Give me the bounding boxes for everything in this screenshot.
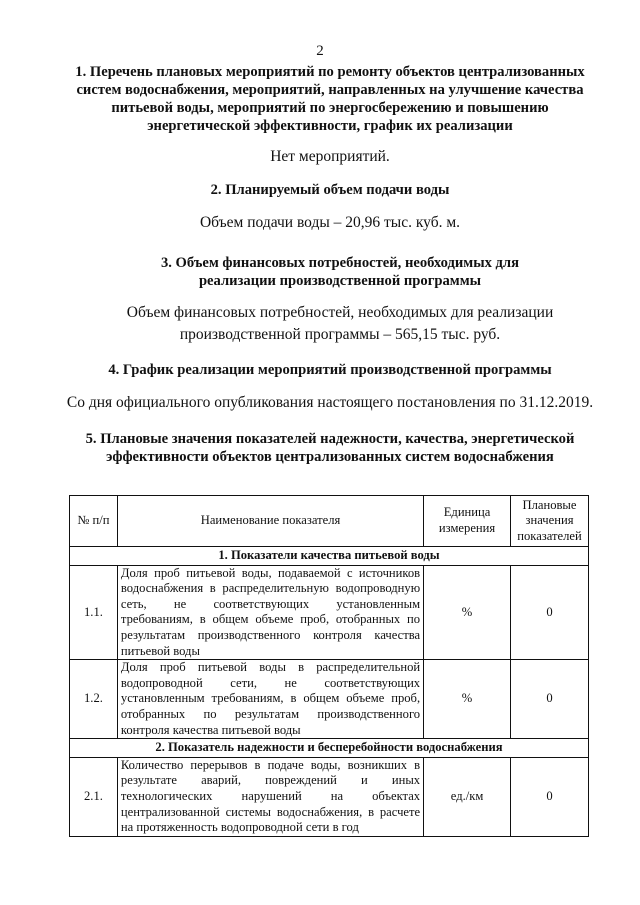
section-3-text: Объем финансовых потребностей, необходимых для реализации производственной программы – 565,15 тыс. руб. (126, 304, 554, 343)
row-name: Доля проб питьевой воды, подаваемой с источников водоснабжения в распределительную водопроводную сеть, не соответствующих установленным требованиям, в общем объеме проб, отобранных по результатам производственного контроля качества питьевой воды (117, 565, 423, 660)
indicators-table (69, 495, 589, 837)
row-unit: % (424, 660, 511, 739)
table-section-row (70, 547, 589, 566)
section-4-text: Со дня официального опубликования настоящего постановления по 31.12.2019. (66, 394, 594, 411)
section-1-title: 1. Перечень плановых мероприятий по ремонту объектов централизованных систем водоснабжения, мероприятий, направленных на улучшение качества питьевой воды, мероприятий по энергосбережению и повышению энергетической эффективности, график их реализации (75, 64, 585, 134)
row-value: 0 (511, 757, 589, 836)
row-num: 1.1. (70, 565, 118, 660)
row-value: 0 (511, 565, 589, 660)
section-1-text: Нет мероприятий. (270, 148, 390, 165)
header-name: Наименование показателя (117, 496, 423, 547)
page-number: 2 (316, 43, 324, 59)
table-row (70, 660, 589, 739)
row-name: Количество перерывов в подаче воды, возникших в результате аварий, повреждений и иных технологических нарушений на объектах централизованной системы водоснабжения, в расчете на протяженность водопроводной сети в год (117, 757, 423, 836)
table-header-row (70, 496, 589, 547)
section-2-heading: 2. Показатель надежности и бесперебойности водоснабжения (70, 739, 589, 758)
row-num: 2.1. (70, 757, 118, 836)
section-4-title: 4. График реализации мероприятий производственной программы (108, 362, 552, 378)
table-row (70, 565, 589, 660)
row-num: 1.2. (70, 660, 118, 739)
header-value: Плановые значения показателей (511, 496, 589, 547)
row-name: Доля проб питьевой воды в распределительной водопроводной сети, не соответствующих установленным требованиям, в общем объеме проб, отобранных по результатам производственного контроля качества питьевой воды (117, 660, 423, 739)
section-3-title: 3. Объем финансовых потребностей, необходимых для реализации производственной программы (160, 255, 520, 289)
row-value: 0 (511, 660, 589, 739)
section-2-text: Объем подачи воды – 20,96 тыс. куб. м. (199, 214, 461, 231)
header-unit: Единица измерения (424, 496, 511, 547)
section-1-heading: 1. Показатели качества питьевой воды (70, 547, 589, 566)
row-unit: % (424, 565, 511, 660)
table-row (70, 757, 589, 836)
header-num: № п/п (70, 496, 118, 547)
row-unit: ед./км (424, 757, 511, 836)
section-2-title: 2. Планируемый объем подачи воды (210, 182, 450, 198)
table-section-row (70, 739, 589, 758)
section-5-title: 5. Плановые значения показателей надежности, качества, энергетической эффективности объектов централизованных систем водоснабжения (85, 431, 575, 465)
